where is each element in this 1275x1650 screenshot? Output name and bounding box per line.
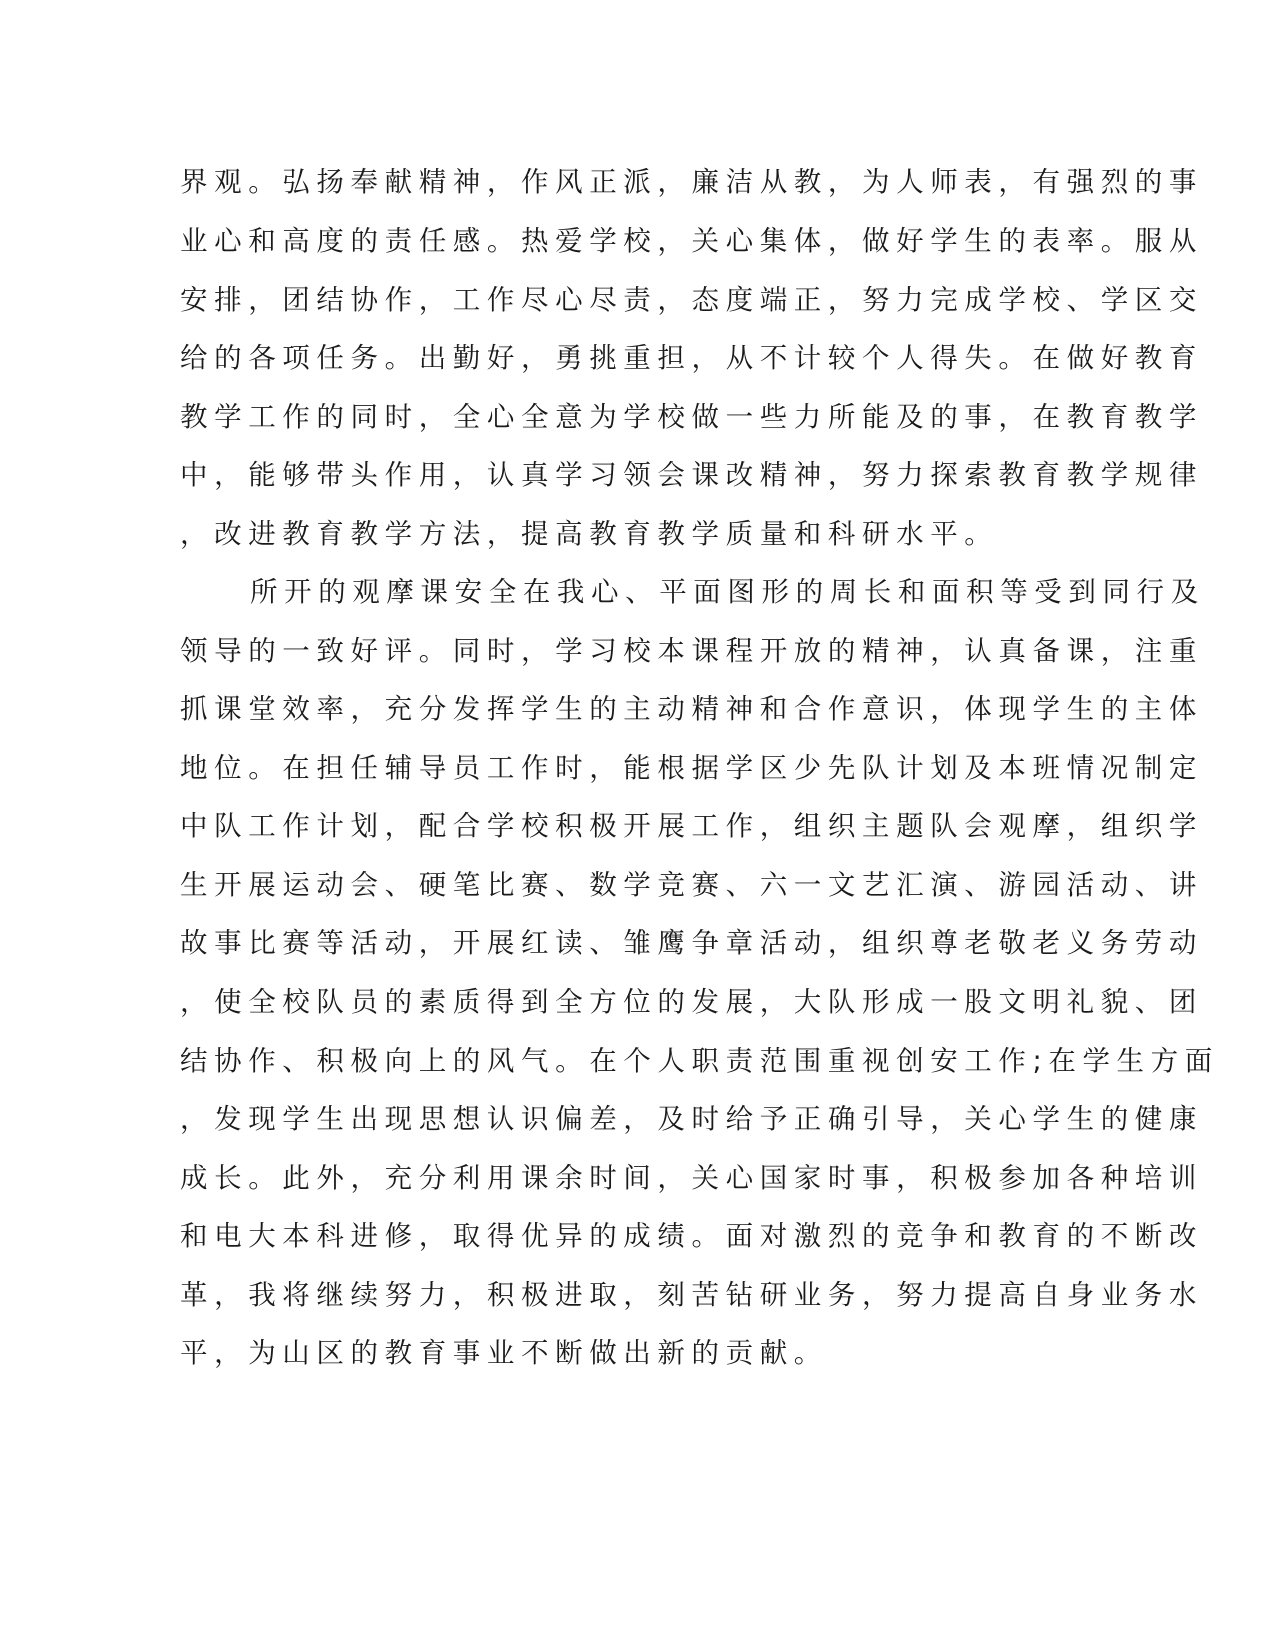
- text-line: 抓课堂效率，充分发挥学生的主动精神和合作意识，体现学生的主体: [180, 693, 1203, 725]
- text-line: 教学工作的同时，全心全意为学校做一些力所能及的事，在教育教学: [180, 401, 1203, 433]
- text-line: 革，我将继续努力，积极进取，刻苦钻研业务，努力提高自身业务水: [180, 1279, 1203, 1311]
- text-line: 结协作、积极向上的风气。在个人职责范围重视创安工作;在学生方面: [180, 1045, 1219, 1077]
- text-line: 和电大本科进修，取得优异的成绩。面对激烈的竞争和教育的不断改: [180, 1220, 1203, 1252]
- text-line: 界观。弘扬奉献精神，作风正派，廉洁从教，为人师表，有强烈的事: [180, 166, 1203, 198]
- text-line: 领导的一致好评。同时，学习校本课程开放的精神，认真备课，注重: [180, 635, 1203, 667]
- text-line: 故事比赛等活动，开展红读、雏鹰争章活动，组织尊老敬老义务劳动: [180, 927, 1203, 959]
- text-line: 地位。在担任辅导员工作时，能根据学区少先队计划及本班情况制定: [180, 752, 1203, 784]
- text-line: ，使全校队员的素质得到全方位的发展，大队形成一股文明礼貌、团: [180, 986, 1203, 1018]
- text-line: ，改进教育教学方法，提高教育教学质量和科研水平。: [180, 518, 999, 550]
- text-line: 生开展运动会、硬笔比赛、数学竞赛、六一文艺汇演、游园活动、讲: [180, 869, 1203, 901]
- text-line: 业心和高度的责任感。热爱学校，关心集体，做好学生的表率。服从: [180, 225, 1203, 257]
- text-line: 中，能够带头作用，认真学习领会课改精神，努力探索教育教学规律: [180, 459, 1203, 491]
- text-line: 安排，团结协作，工作尽心尽责，态度端正，努力完成学校、学区交: [180, 284, 1203, 316]
- text-line: 成长。此外，充分利用课余时间，关心国家时事，积极参加各种培训: [180, 1162, 1203, 1194]
- text-line-indented: 所开的观摩课安全在我心、平面图形的周长和面积等受到同行及: [250, 576, 1205, 608]
- text-line: 平，为山区的教育事业不断做出新的贡献。: [180, 1337, 828, 1369]
- text-line: 给的各项任务。出勤好，勇挑重担，从不计较个人得失。在做好教育: [180, 342, 1203, 374]
- text-line: 中队工作计划，配合学校积极开展工作，组织主题队会观摩，组织学: [180, 810, 1203, 842]
- text-line: ，发现学生出现思想认识偏差，及时给予正确引导，关心学生的健康: [180, 1103, 1203, 1135]
